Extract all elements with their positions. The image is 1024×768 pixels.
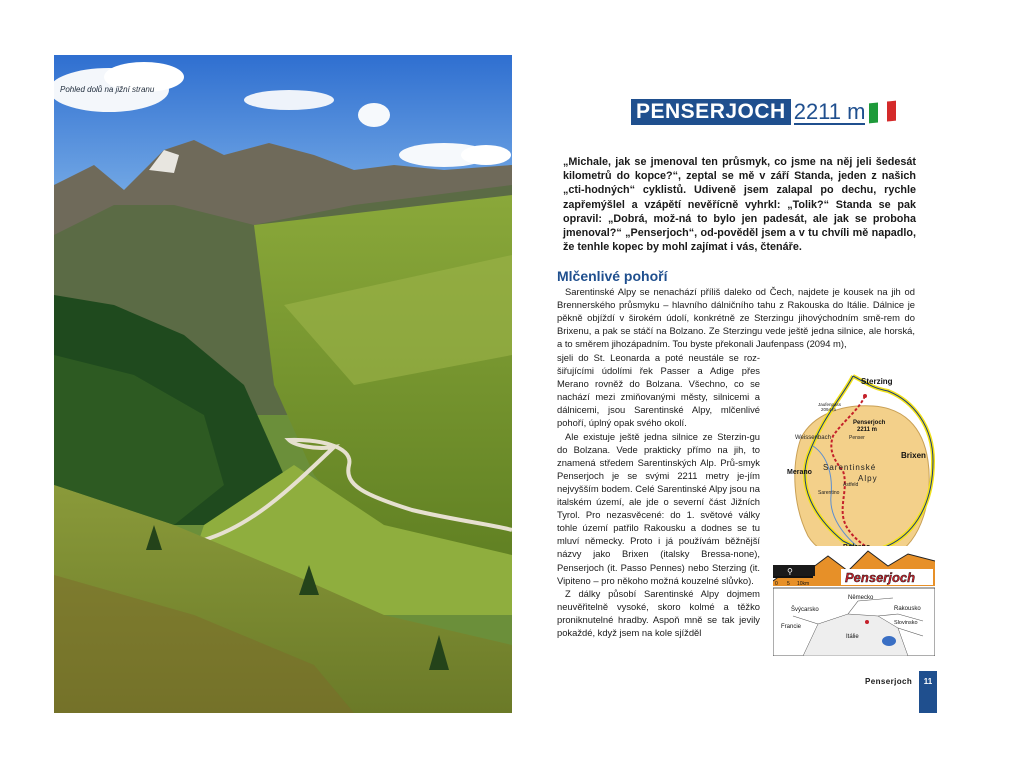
overview-label-france: Francie <box>781 624 802 630</box>
map-label-penserjoch-altitude: 2211 m <box>857 427 878 433</box>
italian-flag-icon <box>869 101 896 124</box>
overview-label-switzerland: Švýcarsko <box>791 607 819 613</box>
section-heading: Mlčenlivé pohoří <box>557 268 668 284</box>
route-map <box>773 366 935 656</box>
scale-ten: 10km <box>797 581 810 587</box>
route-map-graphic <box>773 366 935 656</box>
map-label-sterzing: Sterzing <box>861 377 893 386</box>
overview-label-slovenia: Slovinsko <box>894 620 918 626</box>
overview-label-germany: Německo <box>848 595 874 601</box>
bicycle-icon: ⚲ <box>787 567 793 576</box>
scale-zero: 0 <box>775 581 778 587</box>
body-text-full-width <box>557 285 915 350</box>
body-text-column <box>557 351 760 639</box>
map-label-astfeld: Astfeld <box>843 482 859 488</box>
map-label-weissenbach: Weissenbach <box>795 435 831 441</box>
map-label-penser: Penser <box>849 435 865 441</box>
map-label-brixen: Brixen <box>901 451 926 460</box>
map-label-jaufenpass-altitude: 2094 m <box>821 407 837 412</box>
overview-label-italy: Itálie <box>846 634 859 640</box>
flag-stripe-red <box>887 101 896 122</box>
overview-label-austria: Rakousko <box>894 606 921 612</box>
body-paragraph: Ale existuje ještě jedna silnice ze Sterzin-gu do Bolzana. Vede prakticky přímo na jih, to znamená středem Sarentinských Alp. Prů-smyk Penserjoch je se svými 2211 metry je-jím nejvyšším bodem. Celé Sarentinské Alpy jsou na italském území, ale jde o severní část Jižních Tyrol. Pro nezasvěcené: do 1. světové války tohle území patřilo Rakousku a dodnes se tu mluví německy. Proto i já používám běžnější názvy jako Brixen (italsky Bressa-none), Penserjoch (it. Passo Pennes) nebo Sterzing (it. Vipiteno – pro někoho možná kouzelné slůvko). <box>557 430 760 586</box>
title-pass-name: PENSERJOCH <box>631 99 791 125</box>
map-label-region-2: Alpy <box>858 474 878 483</box>
page-number: 11 <box>919 671 937 713</box>
intro-paragraph: „Michale, jak se jmenoval ten průsmyk, co jsme na něj jeli šedesát kilometrů do kopce?“, zeptal se mě v září Standa, jeden z našich „cti-hodných“ cyklistů. Udiveně jsem zalapal po dechu, rychle zapřemýšlel a vzápětí nevěřícně vyhrkl: „Tolik?“ Standa se pak opravil: „Dobrá, mož-ná to bylo jen padesát, ale jak se proboha jmenoval?“ „Penserjoch“, od-pověděl jsem a v tu chvíli mě napadlo, že tenhle kopec by mohl zajímat i vás, čtenáře. <box>563 156 916 254</box>
running-footer: Penserjoch <box>865 677 913 686</box>
map-label-merano: Merano <box>787 469 812 476</box>
title-altitude: 2211 m <box>793 99 866 124</box>
body-paragraph: Sarentinské Alpy se nenachází příliš daleko od Čech, najdete je kousek na jih od Brennerského průsmyku – hlavního dálničního tahu z Rakouska do Itálie. Dálnice je pěkně objíždí v širokém údolí, konkrétně ze Sterzingu jihovýchodním smě-rem do Brixenu, a pak se stáčí na Bolzano. Ze Sterzingu vede ještě jedna silnice, ale horská, a to směrem jihozápadním. Tou byste překonali Jaufenpass (2094 m), <box>557 286 915 350</box>
map-label-jaufenpass: Jaufenpass <box>818 402 842 407</box>
map-label-penserjoch: Penserjoch <box>853 420 886 426</box>
page-title <box>631 99 896 125</box>
body-paragraph: Z dálky působí Sarentinské Alpy dojmem neuvěřitelně vysoké, skoro kolmé a těžko proniknutelné hradby. Aspoň mně se tak jevily pokaždé, když jsem na kole sjížděl <box>557 587 760 638</box>
mountain-valley-image <box>54 55 512 713</box>
scale-five: 5 <box>787 581 790 587</box>
photo-caption: Pohled dolů na jižní stranu <box>60 85 155 94</box>
map-label-region-1: Sarentinské <box>823 463 877 472</box>
map-label-sarentino: Sarentino <box>818 490 840 496</box>
landscape-photo <box>54 55 512 713</box>
profile-title: Penserjoch <box>845 570 916 585</box>
body-paragraph-continued: sjeli do St. Leonarda a poté neustále se roz-šiřujícími údolími řek Passer a Adige přes Merano rovněž do Bolzana. Všechno, co se nachází mezi zmiňovanými městy, silnicemi a dálnicemi, jsou Sarentinské Alpy, mlčenlivé pohoří, úplný opak svého okolí. <box>557 352 760 429</box>
